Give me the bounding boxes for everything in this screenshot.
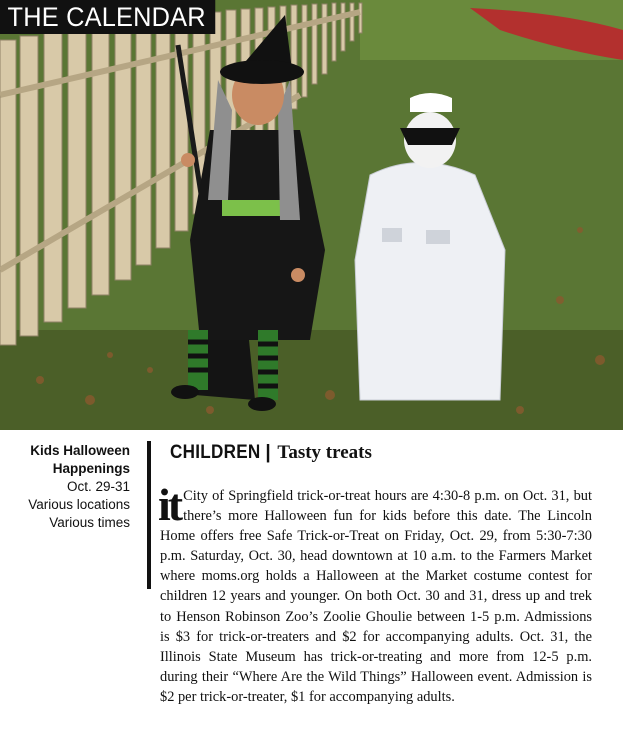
- event-sidebar: [8, 442, 130, 532]
- vertical-rule: [147, 441, 151, 589]
- article-category: CHILDREN: [170, 442, 261, 463]
- drop-cap: it: [158, 479, 181, 530]
- article-body: [158, 479, 592, 707]
- event-title-line1: Kids Halloween: [30, 443, 130, 458]
- event-dates: Oct. 29-31: [66, 479, 130, 494]
- article-title: Tasty treats: [277, 442, 372, 463]
- event-locations: Various locations: [28, 497, 130, 512]
- headline-separator: |: [265, 442, 271, 463]
- article-body-text: City of Springfield trick-or-treat hours are 4:30-8 p.m. on Oct. 31, but there’s more Halloween fun for kids before this date. The Lincoln Home offers free Safe Trick-or-Treat on Friday, Oct. 29, from 5:30-7:30 p.m. Saturday, Oct. 30, head downtown at 10 a.m. to the Farmers Market where moms.org holds a Halloween at the Market costume contest for children 12 years and younger. On both Oct. 30 and 31, dress up and trek to Henson Robinson Zoo’s Zoolie Ghoulie between 1-5 p.m. Admissions is $3 for trick-or-treaters and $2 for accompanying adults. Oct. 31, the Illinois State Museum has trick-or-treating and more from 12-5 p.m. during their “Where Are the Wild Things” Halloween event. Admission is $2 per trick-or-treater, $1 for accompanying adults.: [160, 488, 592, 705]
- event-title-line2: Happenings: [52, 461, 130, 476]
- section-banner: THE CALENDAR: [0, 0, 215, 34]
- event-times: Various times: [49, 515, 130, 530]
- article-headline: [170, 441, 372, 465]
